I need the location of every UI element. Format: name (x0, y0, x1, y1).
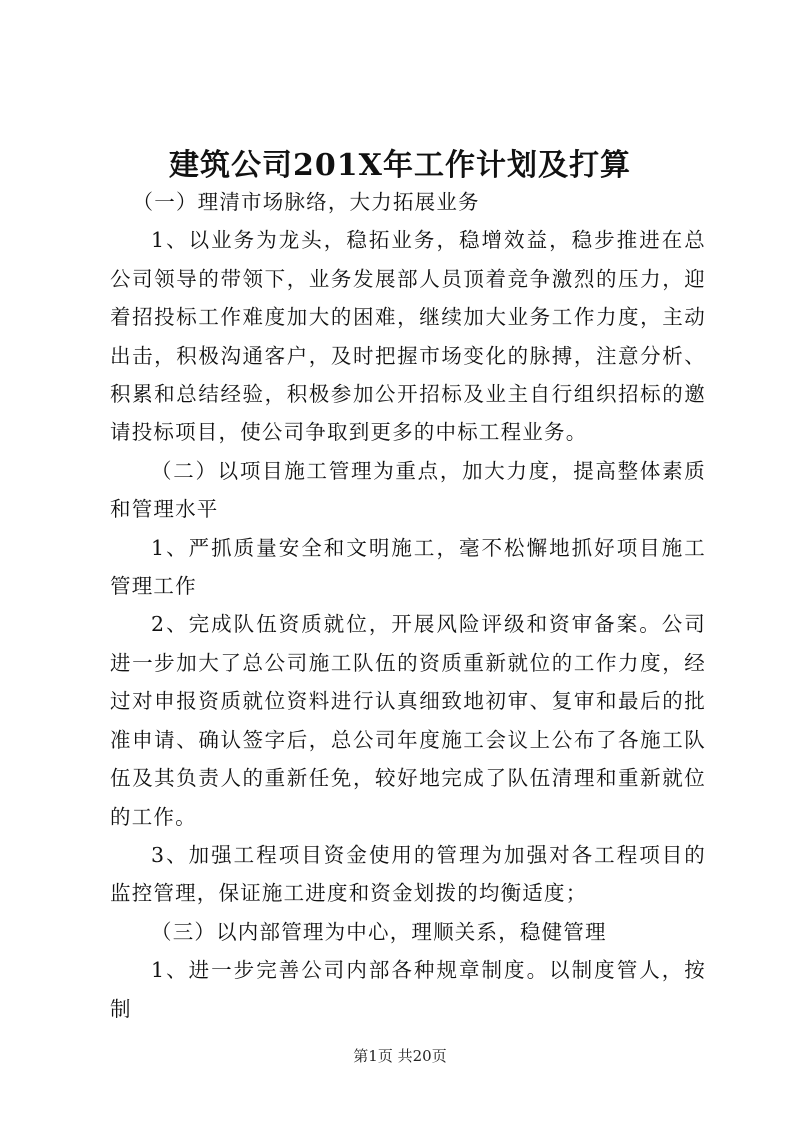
section-heading-2: （二）以项目施工管理为重点，加大力度，提高整体素质和管理水平 (110, 458, 706, 522)
section-heading-3: （三）以内部管理为中心，理顺关系，稳健管理 (151, 919, 607, 944)
document-title: 建筑公司201X年工作计划及打算 (169, 148, 631, 183)
document-body (110, 183, 706, 1028)
paragraph-4: 3、加强工程项目资金使用的管理为加强对各工程项目的监控管理，保证施工进度和资金划拨的均衡适度； (110, 842, 706, 906)
paragraph-1: 1、以业务为龙头，稳拓业务，稳增效益，稳步推进在总公司领导的带领下，业务发展部人员顶着竞争激烈的压力，迎着招投标工作难度加大的困难，继续加大业务工作力度，主动出击，积极沟通客户，及时把握市场变化的脉搏，注意分析、积累和总结经验，积极参加公开招标及业主自行组织招标的邀请投标项目，使公司争取到更多的中标工程业务。 (110, 228, 706, 445)
paragraph-2: 1、严抓质量安全和文明施工，毫不松懈地抓好项目施工管理工作 (110, 535, 706, 599)
section-heading-1: （一）理清市场脉络，大力拓展业务 (132, 190, 480, 214)
page-number-footer: 第1页 共20页 (353, 1047, 447, 1065)
paragraph-3: 2、完成队伍资质就位，开展风险评级和资审备案。公司进一步加大了总公司施工队伍的资质重新就位的工作力度，经过对申报资质就位资料进行认真细致地初审、复审和最后的批准申请、确认签字后，总公司年度施工会议上公布了各施工队伍及其负责人的重新任免，较好地完成了队伍清理和重新就位的工作。 (110, 612, 706, 829)
paragraph-5: 1、进一步完善公司内部各种规章制度。以制度管人，按制 (110, 958, 706, 1021)
